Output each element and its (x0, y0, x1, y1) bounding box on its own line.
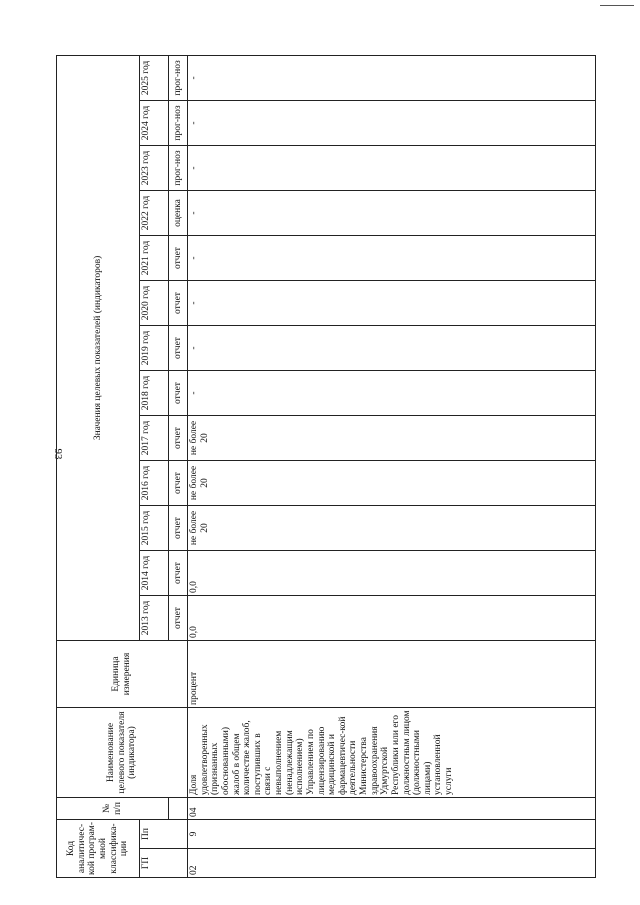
type-header: отчет (169, 551, 188, 596)
value-cell: - (188, 371, 596, 416)
top-rule (600, 5, 634, 6)
year-header: 2021 год (140, 236, 169, 281)
value-cell: не более 20 (188, 506, 596, 551)
pp-header: Пп (140, 820, 188, 849)
pp-cell: 9 (188, 820, 596, 849)
value-cell: - (188, 326, 596, 371)
number-header: № п/п (57, 798, 169, 820)
type-header: отчет (169, 281, 188, 326)
value-cell: - (188, 101, 596, 146)
value-cell: - (188, 236, 596, 281)
year-header: 2025 год (140, 55, 169, 100)
year-header: 2016 год (140, 461, 169, 506)
value-cell: не более 20 (188, 461, 596, 506)
type-header: прог-ноз (169, 101, 188, 146)
year-header: 2023 год (140, 146, 169, 191)
value-cell: - (188, 55, 596, 100)
type-header: отчет (169, 461, 188, 506)
year-header: 2013 год (140, 596, 169, 641)
gp-cell: 02 (188, 849, 596, 878)
type-header: отчет (169, 371, 188, 416)
year-header: 2014 год (140, 551, 169, 596)
year-header: 2022 год (140, 191, 169, 236)
value-cell: - (188, 281, 596, 326)
year-header: 2018 год (140, 371, 169, 416)
type-header: оценка (169, 191, 188, 236)
value-cell: 0,0 (188, 551, 596, 596)
year-header: 2015 год (140, 506, 169, 551)
type-header: отчет (169, 236, 188, 281)
code-group-header: Код аналитичес-кой програм-мной классифика-ции (57, 820, 140, 878)
indicator-name-cell: Доля удовлетворенных (признанных обоснованными) жалоб в общем количестве жалоб, поступивших в связи с невыполнением (ненадлежащим исполнением) Управлением по лицензированию медицинской и фармацевтичес-кой деятельности Министерства здравоохранения Удмуртской Республики или его должностным лицом (должностными лицами) установленной услуги (188, 708, 596, 798)
unit-header: Единица измерения (57, 641, 188, 708)
table-row (188, 55, 596, 877)
page-number: 93 (52, 448, 64, 460)
type-header: отчет (169, 416, 188, 461)
type-header: отчет (169, 596, 188, 641)
values-group-header: Значения целевых показателей (индикаторов) (57, 55, 140, 640)
type-header: отчет (169, 326, 188, 371)
indicator-table (56, 55, 596, 878)
gp-header: ГП (140, 849, 188, 878)
type-header: прог-ноз (169, 146, 188, 191)
number-header-blank (169, 798, 188, 820)
year-header: 2019 год (140, 326, 169, 371)
type-header: прог-ноз (169, 55, 188, 100)
unit-cell: процент (188, 641, 596, 708)
year-header: 2017 год (140, 416, 169, 461)
number-cell: 04 (188, 798, 596, 820)
value-cell: не более 20 (188, 416, 596, 461)
value-cell: - (188, 146, 596, 191)
type-header: отчет (169, 506, 188, 551)
value-cell: - (188, 191, 596, 236)
value-cell: 0,0 (188, 596, 596, 641)
name-header: Наименование целевого показателя (индикатора) (57, 708, 188, 798)
year-header: 2024 год (140, 101, 169, 146)
year-header: 2020 год (140, 281, 169, 326)
indicator-table-wrap (56, 55, 596, 878)
